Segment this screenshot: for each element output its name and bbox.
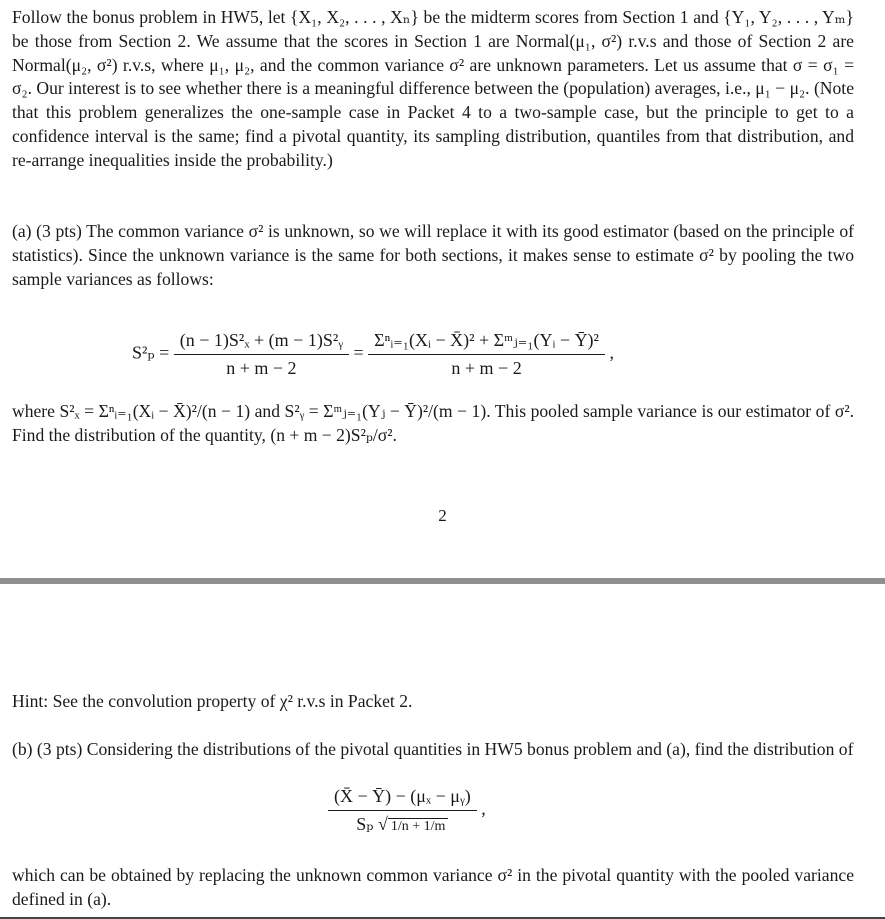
where-text: where S²ₓ = Σⁿᵢ₌₁(Xᵢ − X̄)²/(n − 1) and S²ᵧ = Σᵐⱼ₌₁(Yⱼ − Ȳ)²/(m − 1). This pooled sample variance is our estimator of σ². Find the distribution of the quantity, (n + m − 2)S²ₚ/σ².: [12, 401, 854, 445]
pooled-variance-equation: [132, 330, 614, 379]
eq1-comma: ,: [609, 342, 614, 363]
eq1-fraction-1: [174, 330, 349, 379]
where-definition: [12, 400, 854, 448]
eq2-denominator: [328, 811, 477, 835]
part-a-text: (a) (3 pts) The common variance σ² is unknown, so we will replace it with its good estimator (based on the principle of statistics). Since the unknown variance is the same for both sections, it makes sense to estimate σ² by pooling the two sample variances as follows:: [12, 221, 854, 289]
eq2-fraction: [328, 786, 477, 835]
eq1-fraction-2-numerator: Σⁿᵢ₌₁(Xᵢ − X̄)² + Σᵐⱼ₌₁(Yᵢ − Ȳ)²: [368, 330, 605, 355]
sqrt-symbol: √: [377, 814, 388, 834]
eq1-fraction-1-denominator: n + m − 2: [226, 358, 297, 378]
page-number: 2: [438, 506, 447, 525]
eq1-lhs: S²ₚ =: [132, 342, 170, 363]
hint: [12, 690, 854, 714]
closing: [12, 864, 854, 912]
eq2-comma: ,: [481, 798, 486, 819]
eq1-equals: =: [353, 342, 364, 363]
eq1-fraction-1-numerator: (n − 1)S²ₓ + (m − 1)S²ᵧ: [174, 330, 349, 355]
t-statistic-equation: [328, 786, 486, 835]
part-b-text: (b) (3 pts) Considering the distributions of the pivotal quantities in HW5 bonus problem and (a), find the distribution of: [12, 739, 854, 759]
part-a: [12, 220, 854, 291]
page-3: [0, 584, 885, 919]
closing-text: which can be obtained by replacing the unknown common variance σ² in the pivotal quantity with the pooled variance defined in (a).: [12, 865, 854, 909]
problem-intro: [12, 6, 854, 173]
part-b: [12, 738, 854, 762]
intro-text: Follow the bonus problem in HW5, let {X₁, X₂, . . . , Xₙ} be the midterm scores from Section 1 and {Y₁, Y₂, . . . , Yₘ} be those from Section 2. We assume that the scores in Section 1 are Normal(μ₁, σ²) r.v.s and those of Section 2 are Normal(μ₂, σ²) r.v.s, where μ₁, μ₂, and the common variance σ² are unknown parameters. Let us assume that σ = σ₁ = σ₂. Our interest is to see whether there is a meaningful difference between the (population) averages, i.e., μ₁ − μ₂. (Note that this problem generalizes the one-sample case in Packet 4 to a two-sample case, but the principle to get to a confidence interval is the same; find a pivotal quantity, its sampling distribution, quantiles from that distribution, and re-arrange inequalities inside the probability.): [12, 7, 854, 170]
eq1-fraction-2-denominator: n + m − 2: [451, 358, 522, 378]
eq2-root-content: 1/n + 1/m: [388, 818, 449, 834]
eq2-numerator: (X̄ − Ȳ) − (μₓ − μᵧ): [328, 786, 477, 811]
hint-text: Hint: See the convolution property of χ² r.v.s in Packet 2.: [12, 691, 413, 711]
eq2-pooled-sd: Sₚ: [356, 814, 374, 834]
eq1-fraction-2: [368, 330, 605, 379]
